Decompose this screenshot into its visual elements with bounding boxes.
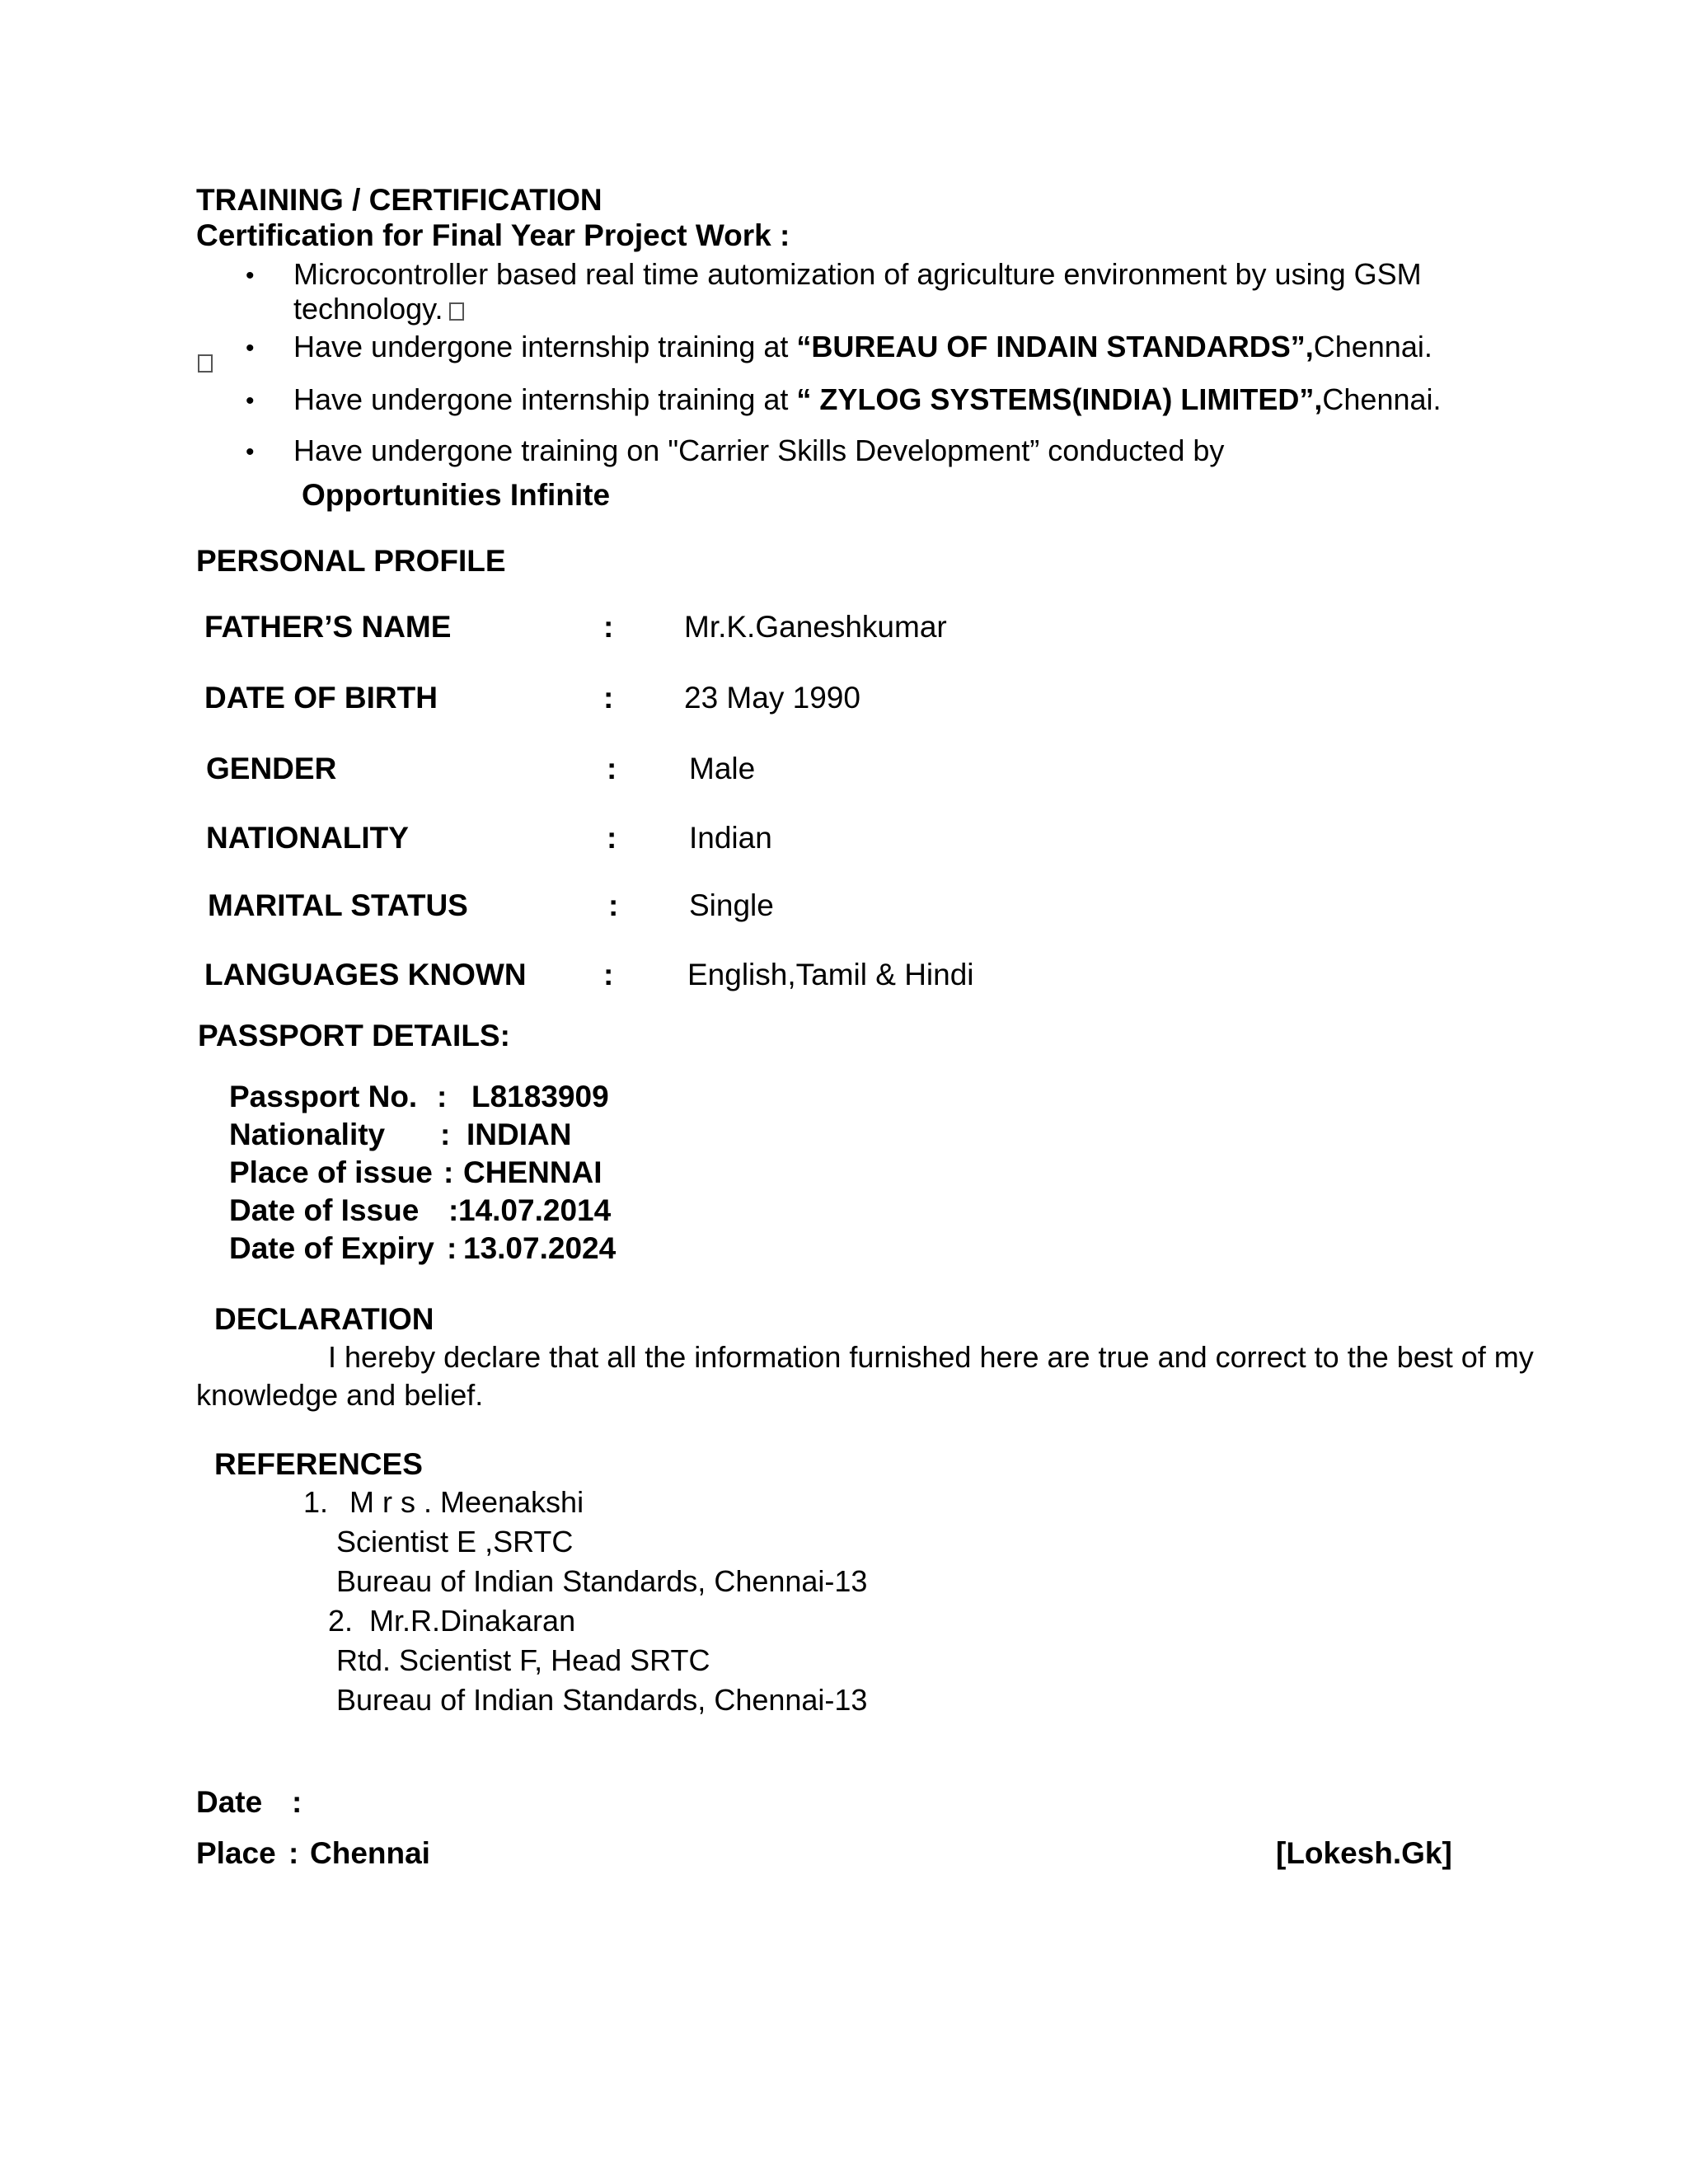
place-value: Chennai [310, 1836, 430, 1870]
project-line1: Microcontroller based real time automization of agriculture environment by using GSM [293, 257, 1422, 291]
passport-sep: : [443, 1155, 454, 1189]
personal-value: 23 May 1990 [684, 681, 860, 715]
reference-title: Scientist E ,SRTC [336, 1525, 574, 1558]
passport-value: CHENNAI [463, 1155, 603, 1189]
personal-label: FATHER’S NAME [204, 610, 452, 644]
reference-name: Mr.R.Dinakaran [369, 1604, 576, 1638]
reference-title: Rtd. Scientist F, Head SRTC [336, 1643, 710, 1677]
personal-value: Mr.K.Ganeshkumar [684, 610, 947, 644]
personal-value: Indian [689, 821, 772, 855]
reference-name: M r s . Meenakshi [349, 1485, 584, 1519]
training-heading: TRAINING / CERTIFICATION [196, 183, 603, 217]
place-sep: : [288, 1836, 299, 1870]
skills-org: Opportunities Infinite [302, 478, 611, 512]
bullet-icon: • [246, 262, 255, 289]
declaration-line1: I hereby declare that all the information furnished here are true and correct to the best of my [328, 1340, 1534, 1374]
passport-sep: : [440, 1118, 451, 1151]
place-label: Place [196, 1836, 276, 1870]
training-subheading: Certification for Final Year Project Work : [196, 218, 790, 252]
date-sep: : [292, 1785, 302, 1819]
personal-sep: : [607, 821, 617, 855]
personal-sep: : [603, 958, 614, 991]
skills-training: Have undergone training on "Carrier Skills Development” conducted by [293, 434, 1225, 467]
personal-label: GENDER [206, 752, 337, 785]
passport-label: Place of issue [229, 1155, 433, 1189]
personal-value: Single [689, 888, 774, 922]
passport-value: 13.07.2024 [463, 1231, 617, 1265]
personal-sep: : [603, 610, 614, 644]
passport-sep: : [437, 1080, 448, 1113]
reference-number: 2. [328, 1604, 354, 1638]
personal-sep: : [608, 888, 619, 922]
passport-sep: : [447, 1231, 457, 1265]
missing-glyph-icon [198, 354, 213, 373]
internship-bis: Have undergone internship training at “BUREAU OF INDAIN STANDARDS”,Chennai. [293, 330, 1432, 363]
personal-label: NATIONALITY [206, 821, 409, 855]
passport-label: Date of Issue [229, 1193, 420, 1227]
passport-label: Nationality [229, 1118, 386, 1151]
passport-value: L8183909 [471, 1080, 609, 1113]
signature-name: [Lokesh.Gk] [1276, 1836, 1452, 1870]
personal-label: LANGUAGES KNOWN [204, 958, 527, 991]
reference-org: Bureau of Indian Standards, Chennai-13 [336, 1564, 868, 1598]
personal-sep: : [607, 752, 617, 785]
reference-org: Bureau of Indian Standards, Chennai-13 [336, 1683, 868, 1717]
passport-label: Date of Expiry [229, 1231, 434, 1265]
personal-value: English,Tamil & Hindi [687, 958, 974, 991]
date-label: Date [196, 1785, 263, 1819]
bullet-icon: • [246, 438, 255, 466]
personal-value: Male [689, 752, 756, 785]
passport-label: Passport No. [229, 1080, 418, 1113]
personal-heading: PERSONAL PROFILE [196, 544, 506, 578]
bullet-icon: • [246, 335, 255, 362]
bullet-icon: • [246, 387, 255, 415]
declaration-heading: DECLARATION [214, 1302, 434, 1336]
missing-glyph-icon [449, 302, 464, 321]
personal-label: MARITAL STATUS [208, 888, 468, 922]
declaration-line2: knowledge and belief. [196, 1378, 484, 1412]
passport-sep: : [448, 1193, 459, 1227]
personal-sep: : [603, 681, 614, 715]
reference-number: 1. [303, 1485, 329, 1519]
personal-label: DATE OF BIRTH [204, 681, 438, 715]
passport-value: 14.07.2014 [458, 1193, 612, 1227]
references-heading: REFERENCES [214, 1447, 423, 1481]
passport-heading: PASSPORT DETAILS: [198, 1019, 510, 1052]
internship-zylog: Have undergone internship training at “ ZYLOG SYSTEMS(INDIA) LIMITED”,Chennai. [293, 382, 1442, 416]
passport-value: INDIAN [467, 1118, 572, 1151]
project-line2: technology. [293, 292, 464, 326]
